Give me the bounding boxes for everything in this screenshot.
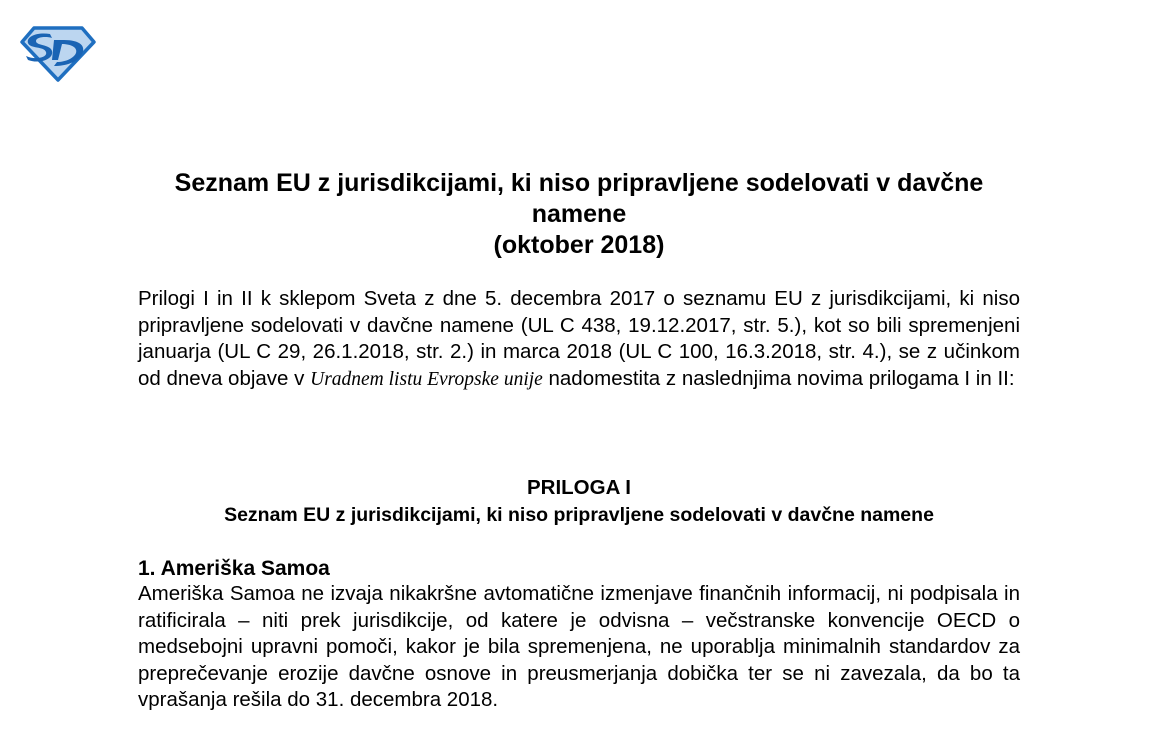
document-title — [138, 168, 1020, 261]
intro-paragraph — [138, 286, 1020, 393]
section-body: Ameriška Samoa ne izvaja nikakršne avtomatične izmenjave finančnih informacij, ni podpisala in ratificirala – niti prek jurisdikcije, od katere je odvisna – večstranske konvencije OECD o medsebojni upravni pomoči, kakor je bila spremenjena, ne uporablja minimalnih standardov za preprečevanje erozije davčne osnove in preusmerjanja dobička ter se ni zavezala, da bo ta vprašanja rešila do 31. decembra 2018. — [138, 582, 1020, 711]
intro-italic-journal: Uradnem listu Evropske unije — [310, 368, 543, 390]
intro-text-before: Prilogi I in II k sklepom Sveta z dne 5. decembra 2017 o seznamu EU z jurisdikcijami, ki niso pripravljene sodelovati v davčne namene (UL C 438, 19.12.2017, str. 5.), kot so bili spremenjeni januarja (UL C 29, 26.1.2018, str. 2.) in marca 2018 (UL C 100, 16.3.2018, str. 4.), se z učinkom od dneva objave v — [138, 287, 1020, 390]
title-line-2: namene — [531, 200, 627, 228]
annex-subtitle: Seznam EU z jurisdikcijami, ki niso pripravljene sodelovati v davčne namene — [224, 504, 934, 526]
annex-title: PRILOGA I — [526, 476, 632, 499]
section-heading: 1. Ameriška Samoa — [138, 557, 330, 580]
title-line-3: (oktober 2018) — [493, 231, 665, 259]
title-line-1: Seznam EU z jurisdikcijami, ki niso pripravljene sodelovati v davčne — [174, 169, 984, 197]
sd-logo — [20, 26, 96, 82]
sd-shield-icon — [20, 26, 96, 82]
intro-text-after: nadomestita z naslednjima novima prilogama I in II: — [542, 366, 1015, 390]
